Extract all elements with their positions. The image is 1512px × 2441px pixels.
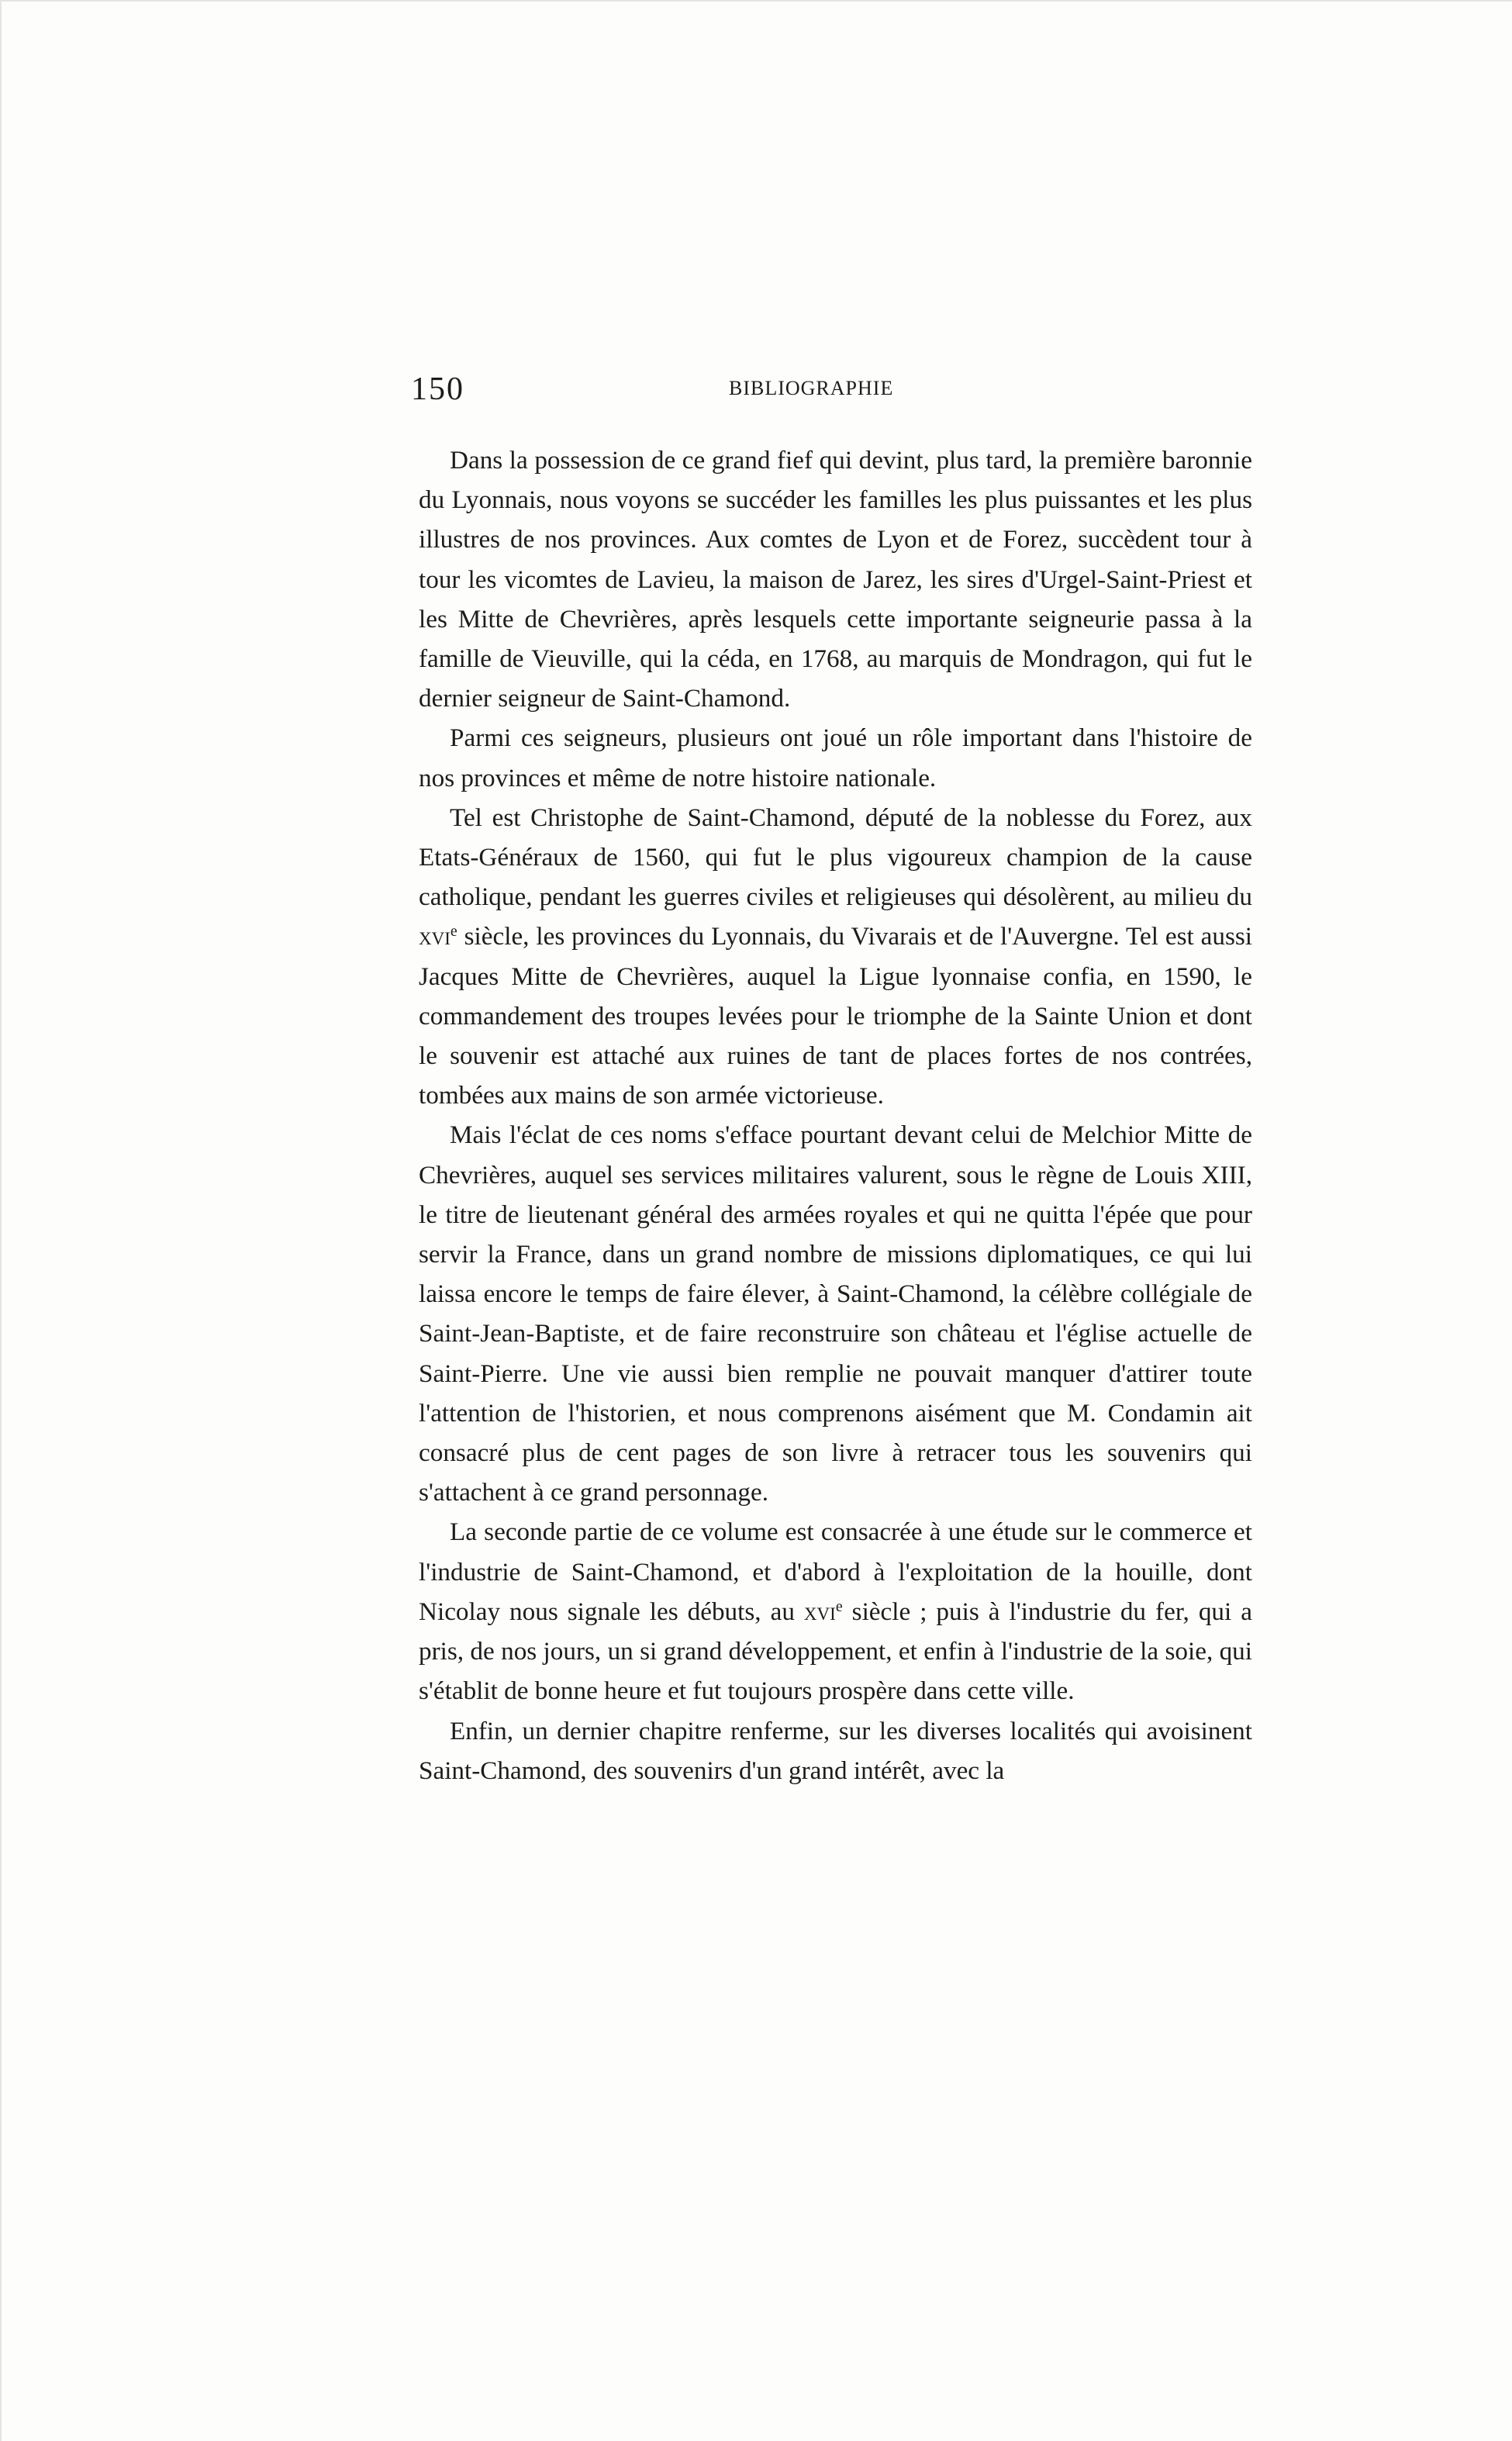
paragraph-text: La seconde partie de ce volume est consacrée à une étude sur le commerce et l'industrie de Saint-Chamond, et d'abord à l'exploitation de la houille, dont Nicolay nous signale les débuts, au (419, 1517, 1252, 1626)
paragraph-text: Mais l'éclat de ces noms s'efface pourtant devant celui de Melchior Mitte de Chevrières, auquel ses services militaires valurent, sous le règne de Louis XIII, le titre de lieutenant général des armées royales et qui ne quitta l'épée que pour servir la France, dans un grand nombre de missions diplomatiques, ce qui lui laissa encore le temps de faire élever, à Saint-Chamond, la célèbre collégiale de Saint-Jean-Baptiste, et de faire reconstruire son château et l'église actuelle de Saint-Pierre. Une vie aussi bien remplie ne pouvait manquer d'attirer toute l'attention de l'historien, et nous comprenons aisément que M. Condamin ait consacré plus de cent pages de son livre à retracer tous les souvenirs qui s'attachent à ce grand personnage. (419, 1120, 1252, 1507)
century-numeral: xvi (803, 1597, 836, 1626)
paragraph (419, 1115, 1252, 1512)
paragraph-text: siècle, les provinces du Lyonnais, du Vivarais et de l'Auvergne. Tel est aussi Jacques Mitte de Chevrières, auquel la Ligue lyonnaise confia, en 1590, le commandement des troupes levées pour le triomphe de la Sainte Union et dont le souvenir est attaché aux ruines de tant de places fortes de nos contrées, tombées aux mains de son armée victorieuse. (419, 922, 1252, 1110)
body-text (419, 440, 1252, 1790)
paragraph-text: Enfin, un dernier chapitre renferme, sur les diverses localités qui avoisinent Saint-Chamond, des souvenirs d'un grand intérêt, avec la (419, 1716, 1252, 1785)
century-superscript: e (450, 923, 457, 941)
page-header (411, 371, 1248, 417)
century-superscript: e (835, 1597, 843, 1615)
paragraph (419, 798, 1252, 1116)
paragraph-text: Parmi ces seigneurs, plusieurs ont joué un rôle important dans l'histoire de nos provinces et même de notre histoire nationale. (419, 723, 1252, 792)
century-numeral: xvi (419, 922, 450, 951)
paragraph (419, 1512, 1252, 1711)
paragraph (419, 440, 1252, 718)
paragraph (419, 718, 1252, 797)
scan-edge-left (0, 0, 2, 2441)
paragraph-text: siècle ; puis à l'industrie du fer, qui a pris, de nos jours, un si grand développement, et enfin à l'industrie de la soie, qui s'établit de bonne heure et fut toujours prospère dans cette ville. (419, 1597, 1252, 1706)
paragraph-text: Tel est Christophe de Saint-Chamond, député de la noblesse du Forez, aux Etats-Généraux de 1560, qui fut le plus vigoureux champion de la cause catholique, pendant les guerres civiles et religieuses qui désolèrent, au milieu du (419, 803, 1252, 912)
paragraph-text: Dans la possession de ce grand fief qui devint, plus tard, la première baronnie du Lyonnais, nous voyons se succéder les familles les plus puissantes et les plus illustres de nos provinces. Aux comtes de Lyon et de Forez, succèdent tour à tour les vicomtes de Lavieu, la maison de Jarez, les sires d'Urgel-Saint-Priest et les Mitte de Chevrières, après lesquels cette importante seigneurie passa à la famille de Vieuville, qui la céda, en 1768, au marquis de Mondragon, qui fut le dernier seigneur de Saint-Chamond. (419, 446, 1252, 713)
paragraph (419, 1711, 1252, 1790)
page-number: 150 (411, 371, 464, 407)
running-head: BIBLIOGRAPHIE (729, 377, 894, 399)
scan-edge-top (0, 0, 1512, 2)
